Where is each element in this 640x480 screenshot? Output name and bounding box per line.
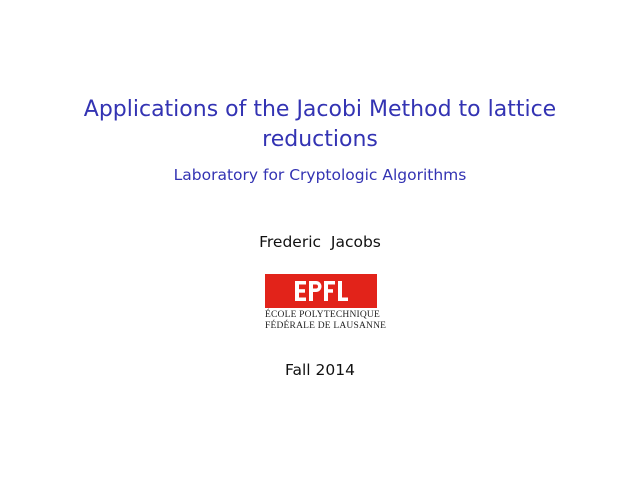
institute-subtitle: Laboratory for Cryptologic Algorithms — [173, 166, 467, 184]
logo-line-ecole: ÉCOLE POLYTECHNIQUE — [265, 310, 380, 320]
presentation-date: Fall 2014 — [285, 361, 355, 379]
logo-line-federale: FÉDÉRALE DE LAUSANNE — [265, 321, 387, 331]
epfl-wordmark-logo — [265, 274, 377, 308]
author-name: Frederic Jacobs — [259, 233, 381, 251]
epfl-logo — [265, 274, 387, 332]
slide-title: Applications of the Jacobi Method to lattice reductions — [83, 97, 557, 152]
